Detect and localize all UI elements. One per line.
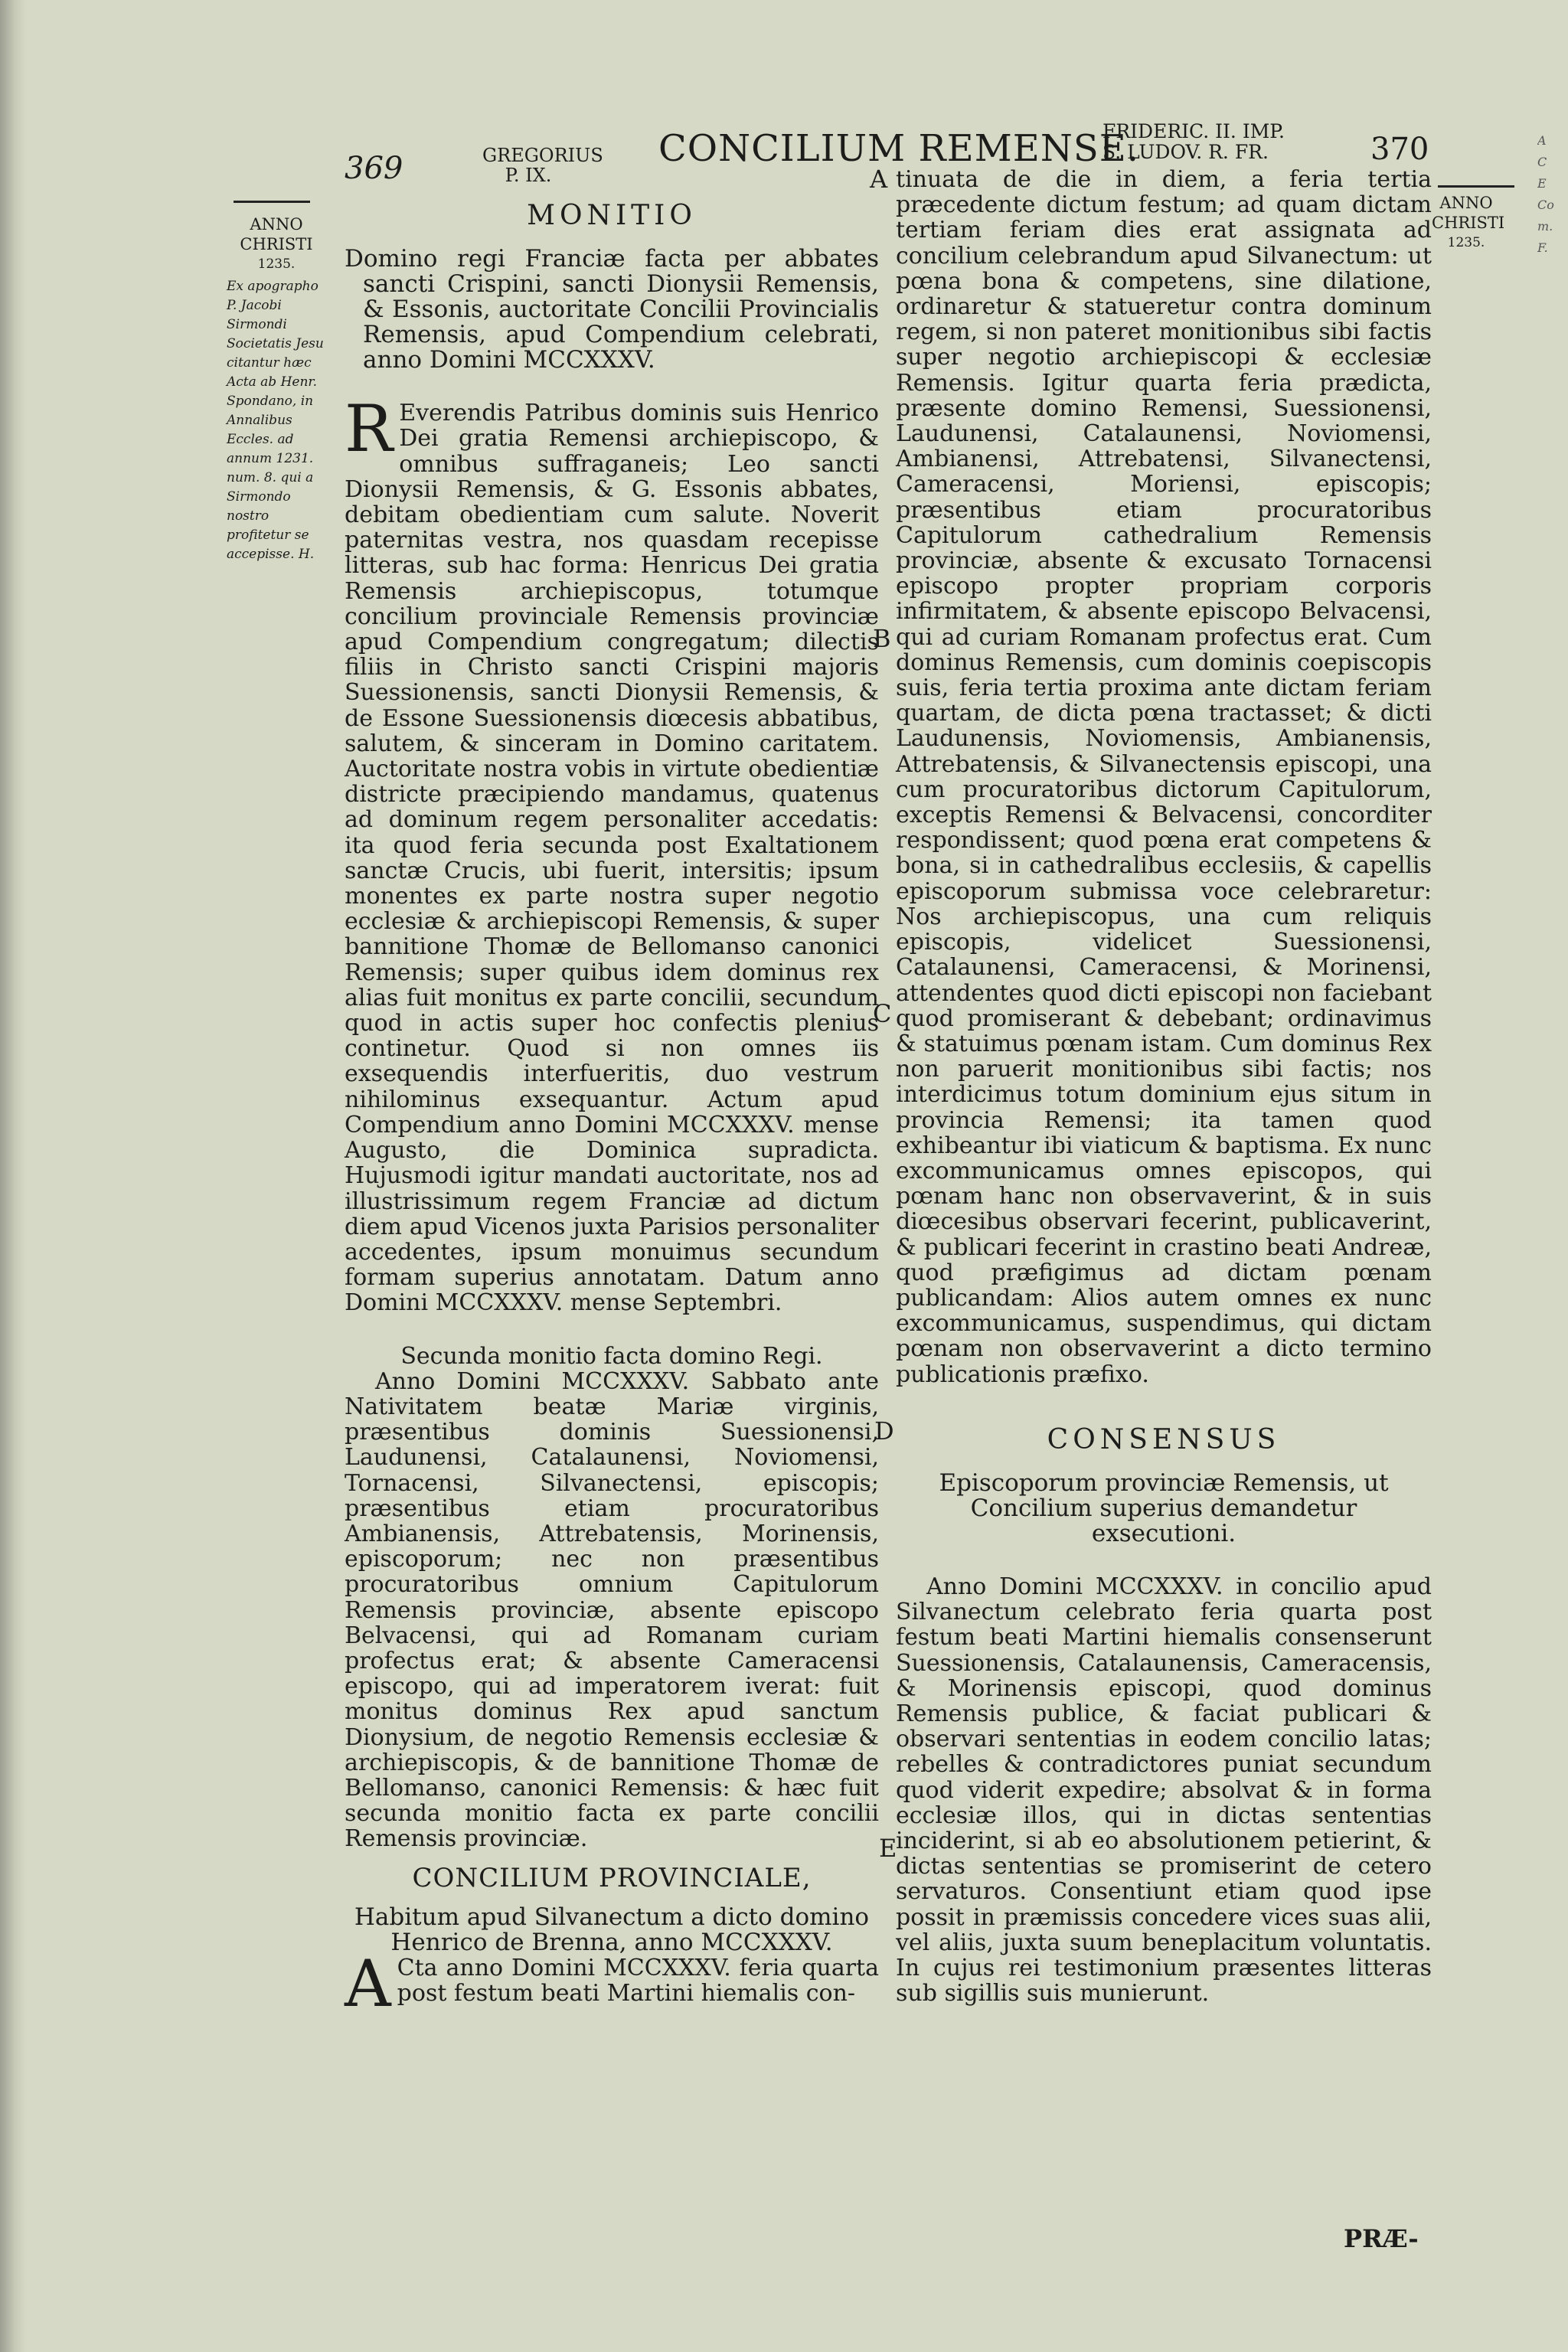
monitio-letter-text: Everendis Patribus dominis suis Henrico Dei gratia Remensi archiepiscopo, & omnibus suffraganeis; Leo sancti Dionysii Remensis, & G. Essonis abbates, debitam obedientiam cum salute. Noverit paternitas vestra, nos quasdam recepisse litteras, sub hac forma: Henricus Dei gratia Remensis archiepiscopus, totumque concilium provinciale Remensis provinciæ apud Compendium congregatum; dilectis filiis in Christo sancti Crispini majoris Suessionensis, sancti Dionysii Remensis, & de Essone Suessionensis diœcesis abbatibus, salutem, & sinceram in Domino caritatem. Auctoritate nostra vobis in virtute obedientiæ districte præcipiendo mandamus, quatenus ad dominum regem personaliter accedatis: ita quod feria secunda post Exaltationem sanctæ Crucis, ubi fuerit, intersitis; ipsum monentes ex parte nostra super negotio ecclesiæ & archiepiscopi Remensis, & super bannitione Thomæ de Bellomanso canonici Remensis; super quibus idem dominus rex alias fuit monitus ex parte concilii, secundum quod in actis super hoc confectis plenius continetur. Quod si non omnes iis exsequendis interfueritis, duo vestrum nihilominus exsequantur. Actum apud Compendium anno Domini MCCXXXV. mense Augusto, die Dominica supradicta. Hujusmodi igitur mandati auctoritate, nos ad illustrissimum regem Franciæ ad dictum diem apud Vicenos juxta Parisios personaliter accedentes, ipsum monuimus secundum formam superius annotatam. Datum anno Domini MCCXXXV. mense Septembri.: [345, 400, 879, 1317]
section-marker-e: E: [879, 1834, 897, 1863]
running-head-pope: [482, 145, 603, 186]
emperor-line: FRIDERIC. II. IMP.: [1102, 120, 1285, 142]
page-number-right: 370: [1370, 132, 1429, 167]
margin-rule-left: [234, 201, 310, 203]
king-line: S. LUDOV. R. FR.: [1102, 141, 1269, 163]
right-column: [896, 167, 1432, 2006]
catchword: PRÆ-: [1344, 2224, 1419, 2253]
margin-rule-right: [1438, 185, 1514, 188]
pope-number: P. IX.: [505, 165, 552, 186]
margin-note-right: [1432, 193, 1505, 253]
page-edge: [0, 0, 26, 2352]
monitio-heading: MONITIO: [527, 200, 697, 231]
section-marker-c: C: [873, 999, 892, 1028]
acta-continued-text: tinuata de die in diem, a feria tertia præcedente dictum festum; ad quam dictam tertiam feriam dies erat assignata ad concilium celebrandum apud Silvanectum: ut pœna bona & competens, sine dilatione, ordinaretur & statueretur contra dominum regem, si non pateret monitionibus sibi factis super negotio archiepiscopi & ecclesiæ Remensis. Igitur quarta feria prædicta, præsente domino Remensi, Suessionensi, Laudunensi, Catalaunensi, Noviomensi, Ambianensi, Attrebatensi, Silvanectensi, Cameracensi, Moriensi, episcopis; præsentibus etiam procuratoribus Capitulorum cathedralium Remensis provinciæ, absente & excusato Tornacensi episcopo propter propriam corporis infirmitatem, & absente episcopo Belvacensi, qui ad curiam Romanam profectus erat. Cum dominus Remensis, cum dominis coepiscopis suis, feria tertia proxima ante dictam feriam quartam, de dicta pœna tractasset; & dicti Laudunensis, Noviomensis, Ambianensis, Attrebatensis, & Silvanectensis episcopi, una cum procuratoribus dictorum Capitulorum, exceptis Remensi & Belvacensi, concorditer respondissent; quod pœna erat competens & bona, si in cathedralibus ecclesiis, & capellis episcoporum submissa voce celebraretur: Nos archiepiscopus, una cum reliquis episcopis, videlicet Suessionensi, Catalaunensi, Cameracensi, & Morinensi, attendentes quod dicti episcopi non faciebant quod promiserant & debebant; ordinavimus & statuimus pœnam istam. Cum dominus Rex non paruerit monitionibus sibi factis; nos interdicimus totum dominium ejus situm in provincia Remensi; ita tamen quod exhibeantur ibi viaticum & baptisma. Ex nunc excommunicamus omnes episcopos, qui pœnam hanc non observaverint, & in suis diœcesibus observari fecerint, publicaverint, & publicari fecerint in crastino beati Andreæ, quod præfigimus ad dictam pœnam publicandam: Alios autem omnes ex nunc excommunicamus, suspendimus, qui dictam pœnam non observaverint a dicto termino publicationis præfixo.: [896, 166, 1432, 1388]
consensus-heading: CONSENSUS: [1047, 1423, 1281, 1455]
section-marker-b: B: [873, 624, 891, 653]
margin-note-left: [227, 214, 326, 564]
christi-label: CHRISTI: [1432, 214, 1505, 232]
drop-cap-r: R: [345, 391, 394, 467]
running-title: CONCILIUM REMENSE.: [658, 127, 1140, 170]
section-marker-d: D: [874, 1416, 894, 1446]
monitio-subtitle: Domino regi Franciæ facta per abbates sancti Crispini, sancti Dionysii Remensis, & Essonis, auctoritate Concilii Provincialis Remensis, apud Compendium celebrati, anno Domini MCCXXXV.: [345, 245, 879, 374]
running-head-rulers: [1102, 121, 1285, 162]
source-note: Ex apographo P. Jacobi Sirmondi Societatis Jesu citantur hæc Acta ab Henr. Spondano, in Annalibus Eccles. ad annum 1231. num. 8. qui a Sirmondo nostro profitetur se accepisse. H.: [227, 279, 324, 562]
page-number-left: 369: [345, 151, 403, 186]
pope-name: GREGORIUS: [482, 145, 603, 166]
acta-text-body: Cta anno Domini MCCXXXV. feria quarta post festum beati Martini hiemalis con-: [397, 1954, 879, 2007]
concilium-subtitle: Habitum apud Silvanectum a dicto domino Henrico de Brenna, anno MCCXXXV.: [354, 1903, 870, 1956]
consensus-text: Anno Domini MCCXXXV. in concilio apud Silvanectum celebrato feria quarta post festum beati Martini hiemalis consenserunt Suessionensis, Catalaunensis, Cameracensis, & Morinensis episcopi, quod dominus Remensis publice, & faciat publicari & observari sententias in eodem concilio latas; rebelles & contradictores puniat secundum quod viderit expedire; absolvat & in forma ecclesiæ illos, qui in dictas sententias inciderint, si ab eo absolutionem petierint, & dictas sententias se promiserint de cetero servaturos. Consentiunt etiam quod ipse possit in præmissis concedere vices suas alii, vel aliis, juxta suum beneplacitum voluntatis. In cujus rei testimonium præsentes litteras sub sigillis suis munierunt.: [896, 1573, 1432, 2007]
acta-text: [345, 1945, 879, 2021]
year-label: 1235.: [257, 256, 296, 272]
secunda-monitio-text: Anno Domini MCCXXXV. Sabbato ante Nativitatem beatæ Mariæ virginis, præsentibus dominis Suessionensi, Laudunensi, Catalaunensi, Noviomensi, Tornacensi, Silvanectensi, episcopis; præsentibus etiam procuratoribus Ambianensis, Attrebatensis, Morinensis, episcoporum; nec non præsentibus procuratoribus omnium Capitulorum Remensis provinciæ, absente episcopo Belvacensi, qui ad Romanam curiam profectus erat; & absente Cameracensi episcopo, qui ad imperatorem iverat: fuit monitus dominus Rex apud sanctum Dionysium, de negotio Remensis ecclesiæ & archiepiscopis, & de bannitione Thomæ de Bellomanso, canonici Remensis: & hæc fuit secunda monitio facta ex parte concilii Remensis provinciæ.: [345, 1367, 879, 1853]
consensus-subtitle: Episcoporum provinciæ Remensis, ut Concilium superius demandetur exsecutioni.: [939, 1468, 1389, 1547]
anno-label: ANNO: [250, 215, 303, 234]
concilium-provinciale-heading: CONCILIUM PROVINCIALE,: [412, 1862, 812, 1893]
section-marker-a: A: [870, 165, 888, 194]
left-column: [345, 200, 879, 2021]
monitio-letter: [345, 391, 879, 1317]
facing-page-edge-text: A C E Co m. F.: [1537, 133, 1554, 255]
christi-label: CHRISTI: [240, 235, 313, 253]
anno-label: ANNO: [1439, 194, 1493, 212]
year-label: 1235.: [1447, 235, 1485, 250]
secunda-monitio-title: Secunda monitio facta domino Regi.: [400, 1342, 823, 1370]
drop-cap-a: A: [345, 1945, 391, 2021]
